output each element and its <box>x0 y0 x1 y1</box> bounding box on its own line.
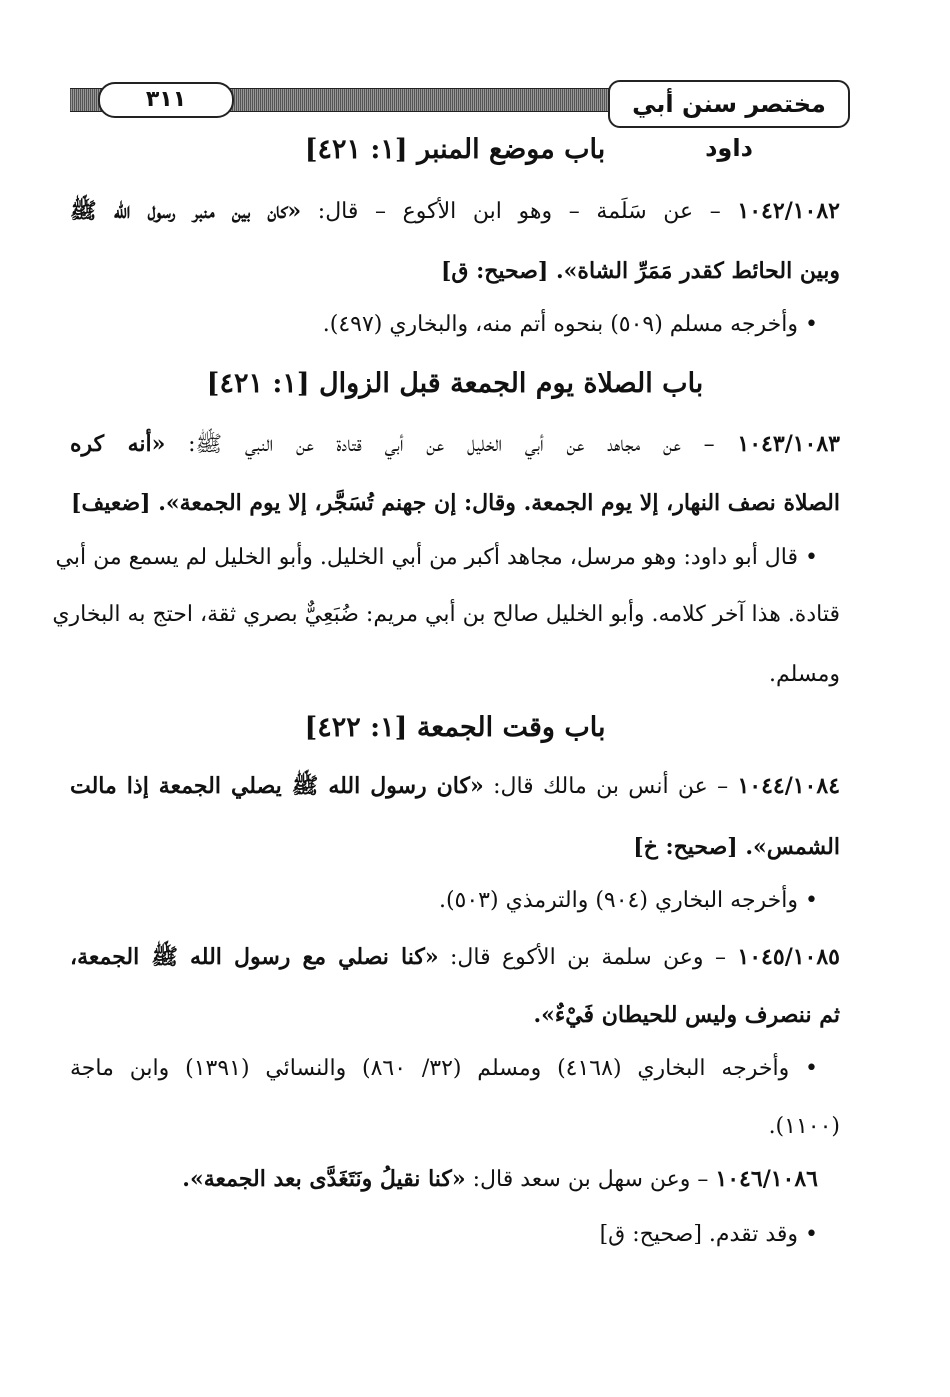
chapter-title-minbar: باب موضع المنبر [١: ٤٢١] <box>304 134 606 165</box>
hadith-line <box>70 1164 840 1195</box>
hadith-matn: «كان رسول الله ﷺ يصلي الجمعة إذا مالت <box>70 773 484 799</box>
hadith-isnad: – عن مجاهد عن أبي الخليل عن أبي قتادة عن النبي ﷺ: <box>165 432 738 457</box>
hadith-line <box>70 942 840 973</box>
hadith-matn: الصلاة نصف النهار، إلا يوم الجمعة. وقال: إن جهنم تُسَجَّر، إلا يوم الجمعة». [ضعيف] <box>71 490 840 516</box>
hadith-number: ١٠٤٣/١٠٨٣ <box>737 431 840 457</box>
hadith-line <box>70 429 840 460</box>
hadith-number: ١٠٤٤/١٠٨٤ <box>737 773 841 799</box>
note-continuation <box>52 600 840 630</box>
hadith-matn: وبين الحائط كقدر مَمَرِّ الشاة». [صحيح: ق] <box>440 258 840 284</box>
hadith-line <box>70 771 840 802</box>
takhrij-note <box>70 886 840 916</box>
note-text: • وأخرجه مسلم (٥٠٩) بنحوه أتم منه، والبخاري (٤٩٧). <box>323 312 818 337</box>
hadith-isnad: – عن سَلَمة – وهو ابن الأكوع – قال: <box>301 199 738 224</box>
page-number: ٣١١ <box>98 82 234 118</box>
hadith-line <box>70 488 840 519</box>
note-text: • قال أبو داود: وهو مرسل، مجاهد أكبر من أبي الخليل. وأبو الخليل لم يسمع من أبي <box>56 545 818 570</box>
hadith-matn: «أنه كره <box>70 431 166 457</box>
note-text: • وقد تقدم. [صحيح: ق] <box>600 1222 818 1247</box>
note-continuation <box>70 660 840 690</box>
hadith-line <box>70 1000 840 1031</box>
note-text: • وأخرجه البخاري (٤١٦٨) ومسلم (٣٢/ ٨٦٠) والنسائي (١٣٩١) وابن ماجة <box>70 1056 818 1081</box>
note-continuation <box>70 1112 840 1142</box>
note-text: قتادة. هذا آخر كلامه. وأبو الخليل صالح بن أبي مريم: ضُبَعِيٌّ بصري ثقة، احتج به البخاري <box>52 602 840 627</box>
hadith-matn: «كان بين منبر رسول الله ﷺ <box>70 198 302 224</box>
hadith-matn: ثم ننصرف وليس للحيطان فَيْءٌ». <box>533 1002 840 1028</box>
hadith-matn: الشمس». [صحيح: خ] <box>633 834 840 860</box>
note-text: (١١٠٠). <box>768 1114 840 1139</box>
hadith-line <box>70 196 840 227</box>
takhrij-note <box>70 310 840 340</box>
hadith-matn: «كنا نقيلُ ونَتَغَدَّى بعد الجمعة». <box>182 1166 466 1192</box>
hadith-line <box>70 832 840 863</box>
chapter-title-friday-before-noon: باب الصلاة يوم الجمعة قبل الزوال [١: ٤٢١] <box>206 368 704 399</box>
hadith-isnad: – عن أنس بن مالك قال: <box>483 774 738 799</box>
book-title: مختصر سنن أبي داود <box>608 80 850 128</box>
note-text: ومسلم. <box>769 662 840 687</box>
hadith-matn: «كنا نصلي مع رسول الله ﷺ الجمعة، <box>70 944 439 970</box>
hadith-isnad: – وعن سهل بن سعد قال: <box>465 1167 716 1192</box>
hadith-number: ١٠٤٥/١٠٨٥ <box>737 944 840 970</box>
hadith-number: ١٠٤٢/١٠٨٢ <box>737 198 840 224</box>
hadith-line <box>70 256 840 287</box>
takhrij-note <box>55 543 840 573</box>
chapter-title-friday-time: باب وقت الجمعة [١: ٤٢٢] <box>304 712 606 743</box>
note-text: • وأخرجه البخاري (٩٠٤) والترمذي (٥٠٣). <box>439 888 818 913</box>
hadith-number: ١٠٤٦/١٠٨٦ <box>715 1166 818 1192</box>
takhrij-note <box>70 1220 840 1250</box>
takhrij-note <box>70 1054 840 1084</box>
hadith-isnad: – وعن سلمة بن الأكوع قال: <box>438 945 738 970</box>
